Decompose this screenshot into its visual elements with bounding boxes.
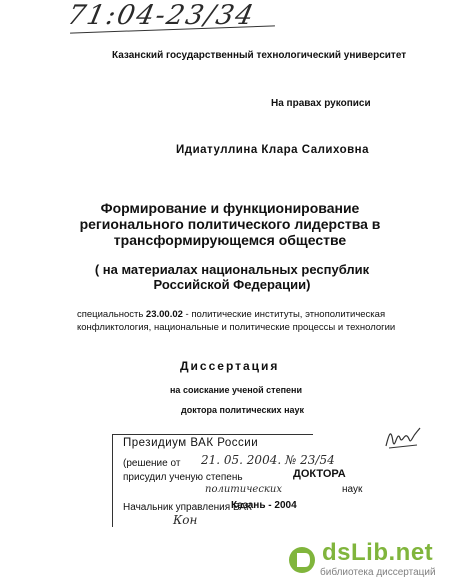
stamp-decision: (решение от [123,458,181,469]
stamp-handwritten-sign: Кон [173,513,198,527]
specialty-block [77,308,395,334]
specialty-line-1 [77,308,395,321]
specialty-description: - политические институты, этнополитическая [182,309,386,320]
stamp-handwritten-field: политических [205,484,282,495]
watermark-caption: библиотека диссертаций [320,567,436,578]
stamp-awarded: присудил ученую степень [123,472,243,483]
title-line: регионального политического лидерства в [79,216,381,232]
university-name: Казанский государственный технологический университет [112,50,407,61]
dslib-logo-icon [287,544,317,576]
specialty-line-2: конфликтология, национальные и политические процессы и технологии [77,322,396,333]
stamp-field-suffix: наук [342,484,363,495]
specialty-prefix: специальность [77,309,146,320]
watermark-name: dsLib.net [322,539,434,566]
degree-line-2: доктора политических наук [181,405,305,415]
dissertation-subtitle [82,262,382,292]
stamp-head: Начальник управления ВАК [123,502,252,513]
dissertation-title [50,200,410,248]
author-signature [383,424,423,452]
stamp-presidium: Президиум ВАК России [123,437,259,449]
degree-line-1: на соискание ученой степени [170,385,302,395]
vak-approval-stamp [112,434,363,527]
city-year: Казань - 2004 [231,500,297,511]
dslib-watermark [287,536,450,582]
manuscript-note: На правах рукописи [271,98,371,109]
stamp-handwritten-date: 21. 05. 2004. № 23/54 [201,453,335,467]
archive-code: 71:04-23/34 [64,0,259,31]
specialty-code: 23.00.02 [145,309,183,320]
subtitle-line: ( на материалах национальных республик [94,262,370,277]
dissertation-heading: Диссертация [180,359,280,373]
subtitle-line: Российской Федерации) [153,277,311,292]
title-line: Формирование и функционирование [100,200,360,216]
stamp-degree: ДОКТОРА [293,468,346,480]
author-name: Идиатуллина Клара Салиховна [176,144,370,156]
title-line: трансформирующемся обществе [113,232,347,248]
